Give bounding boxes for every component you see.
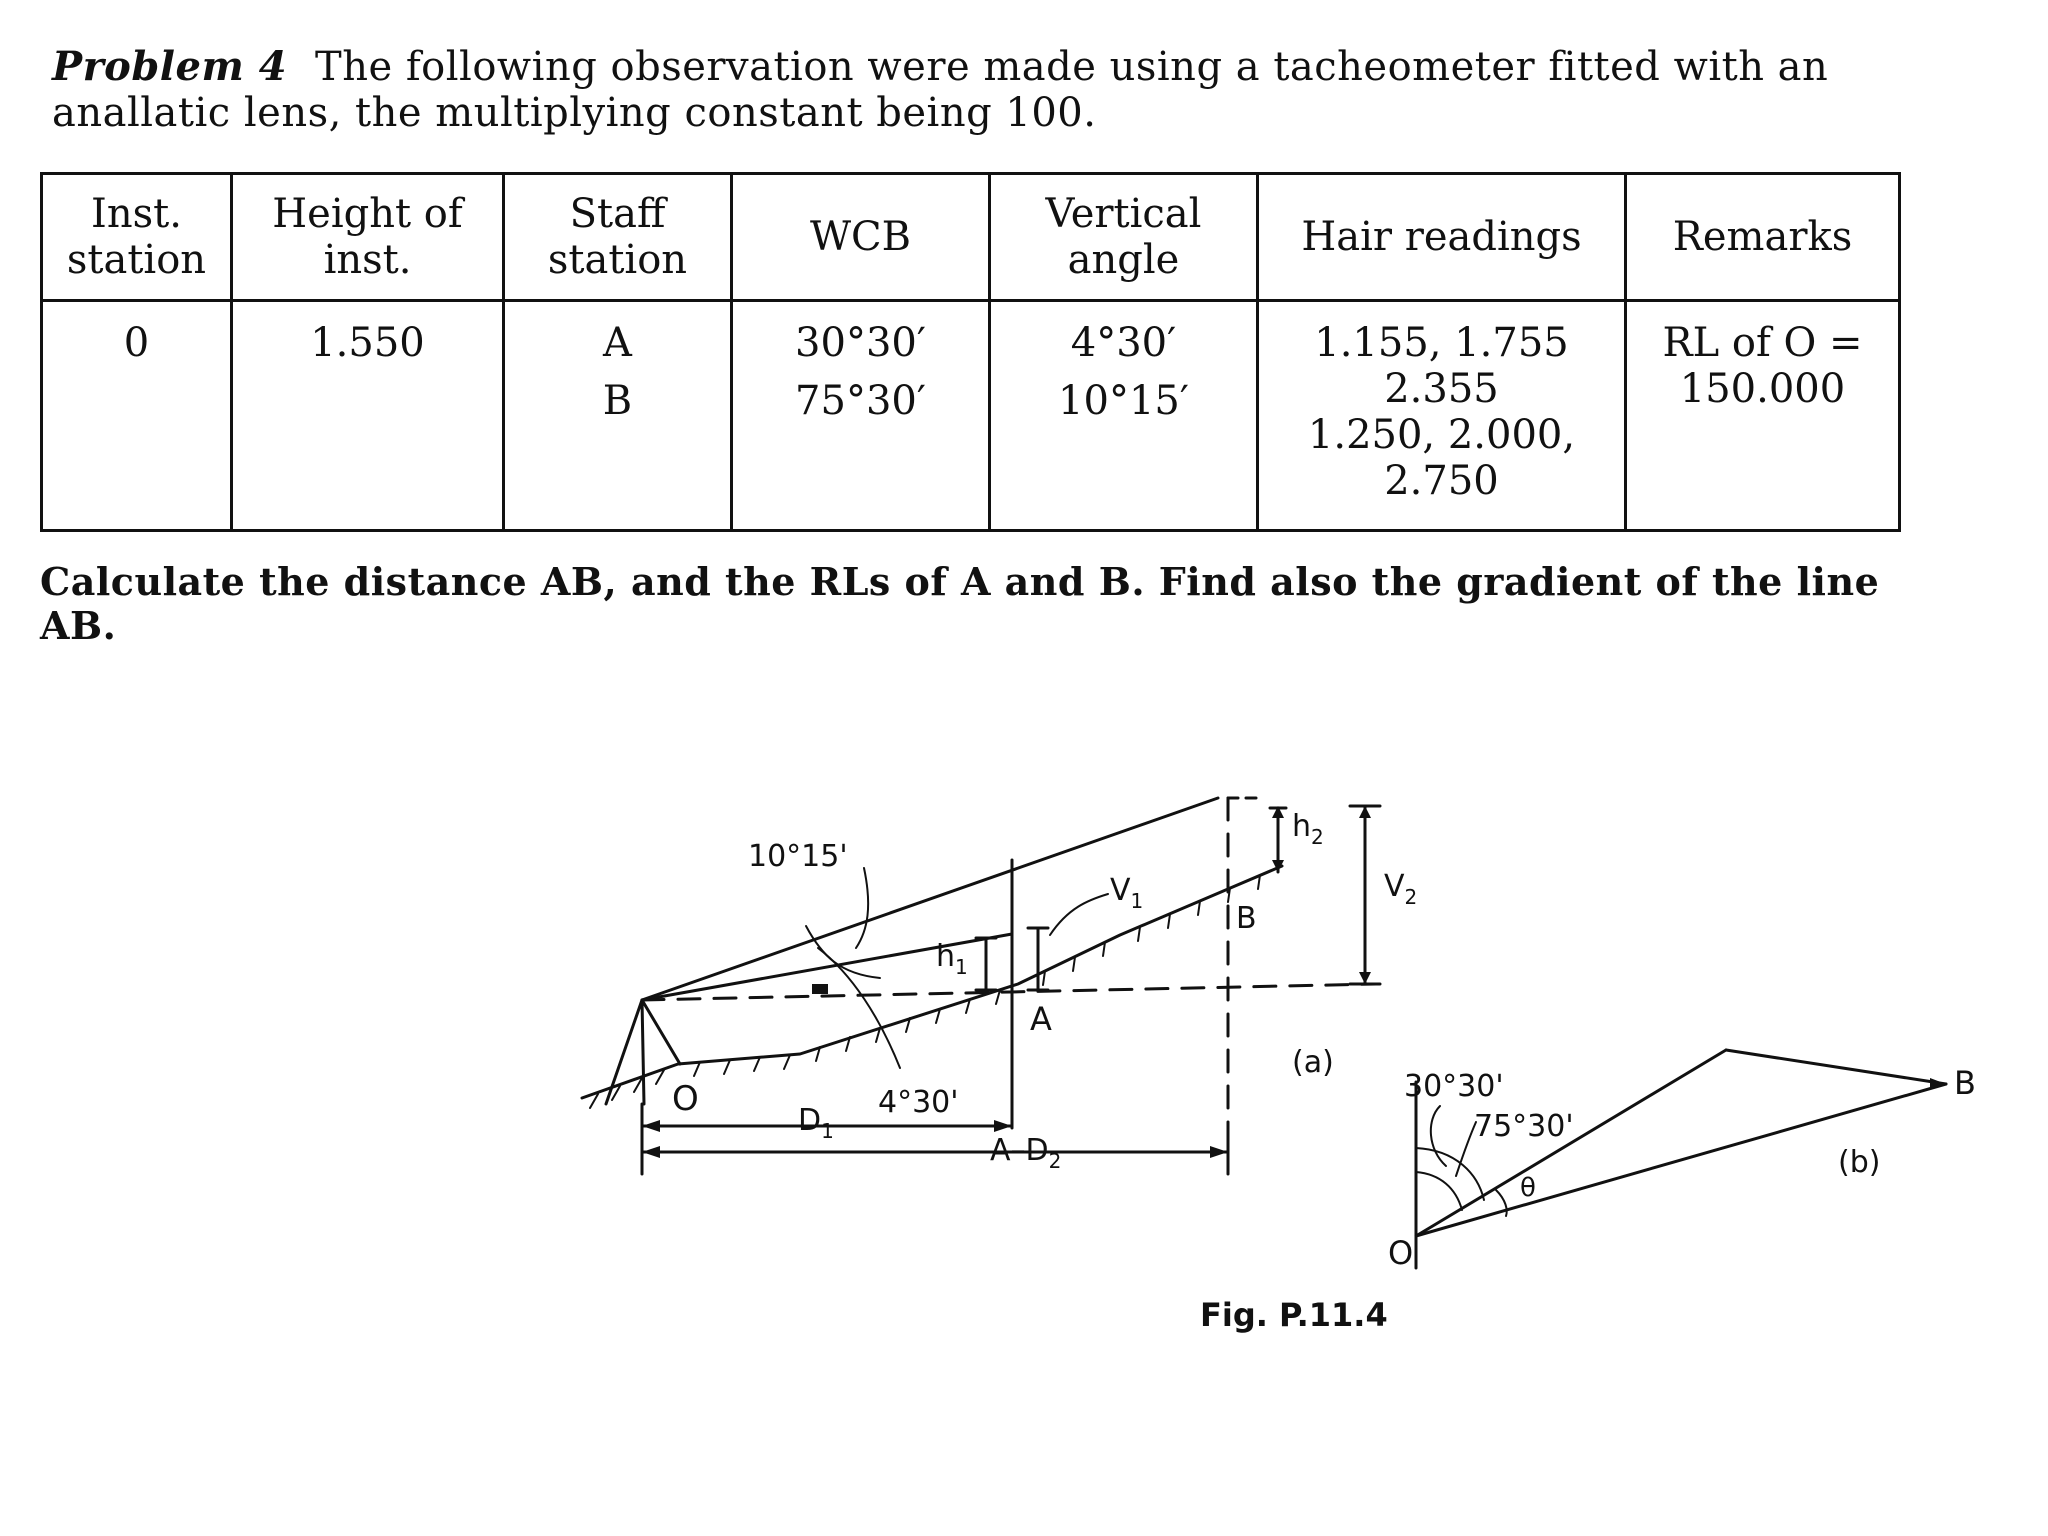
label-d1: $D_1$ xyxy=(798,1103,834,1143)
angle-marker xyxy=(812,984,828,994)
wcb-b: 75°30′ xyxy=(795,378,926,424)
label-theta: θ xyxy=(1520,1173,1536,1203)
label-30-30: 30°30' xyxy=(1404,1069,1504,1104)
vertical-angle-b: 10°15′ xyxy=(1058,378,1189,424)
label-d2: $A-D_2$ xyxy=(990,1133,1062,1173)
header-remarks: Remarks xyxy=(1626,174,1900,301)
label-part-a: (a) xyxy=(1292,1045,1334,1080)
height-of-inst-value: 1.550 xyxy=(310,320,425,366)
v1-marker xyxy=(1028,928,1048,990)
label-o-b: O xyxy=(1388,1234,1414,1272)
header-height-of-inst: Height of inst. xyxy=(232,174,504,301)
h1-marker xyxy=(976,938,996,990)
label-b: B xyxy=(1236,901,1257,936)
figure-caption: Fig. P.11.4 xyxy=(1200,1296,1388,1334)
header-vertical-angle: Vertical angle xyxy=(990,174,1258,301)
label-4-30: 4°30' xyxy=(878,1085,959,1120)
hair-readings-a: 1.155, 1.755 2.355 xyxy=(1314,320,1569,412)
header-staff-station: Staff station xyxy=(504,174,732,301)
label-b-b: B xyxy=(1954,1064,1976,1102)
line-a-b xyxy=(1726,1050,1946,1084)
header-hair-readings: Hair readings xyxy=(1258,174,1626,301)
arrow-head-b xyxy=(1930,1078,1946,1090)
label-o: O xyxy=(672,1079,699,1119)
instrument-tripod xyxy=(606,1000,680,1104)
problem-label: Problem 4 xyxy=(52,43,288,90)
label-v1: $V_1$ xyxy=(1110,873,1144,913)
label-h1: $h_1$ xyxy=(936,939,968,979)
ground-profile xyxy=(582,866,1282,1098)
label-h2: $h_2$ xyxy=(1292,809,1324,849)
inst-station-value: 0 xyxy=(123,320,150,366)
label-10-15: 10°15' xyxy=(748,839,848,874)
label-v2: $V_2$ xyxy=(1384,869,1418,909)
v1-leader xyxy=(1050,894,1108,935)
label-a: A xyxy=(1030,1000,1052,1038)
label-part-b: (b) xyxy=(1838,1145,1881,1180)
remarks-value: RL of O = 150.000 xyxy=(1662,320,1863,412)
angle-arc-30-30 xyxy=(1416,1172,1462,1210)
staff-a: A xyxy=(603,320,632,366)
v2-marker xyxy=(1350,806,1380,984)
question-text: Calculate the distance AB, and the RLs of A and B. Find also the gradient of the line AB. xyxy=(40,559,1880,648)
leader-30-30 xyxy=(1431,1106,1446,1166)
staff-b: B xyxy=(602,378,633,424)
angle-arc-10-15 xyxy=(856,868,868,948)
header-inst-station: Inst. station xyxy=(42,174,232,301)
header-wcb: WCB xyxy=(732,174,990,301)
wcb-a: 30°30′ xyxy=(795,320,926,366)
label-75-30: 75°30' xyxy=(1474,1109,1574,1144)
vertical-angle-a: 4°30′ xyxy=(1070,320,1177,366)
problem-text: The following observation were made using a tacheometer fitted with an anallatic lens, the multiplying constant being 100. xyxy=(52,44,1829,136)
hair-readings-b: 1.250, 2.000, 2.750 xyxy=(1307,412,1576,504)
